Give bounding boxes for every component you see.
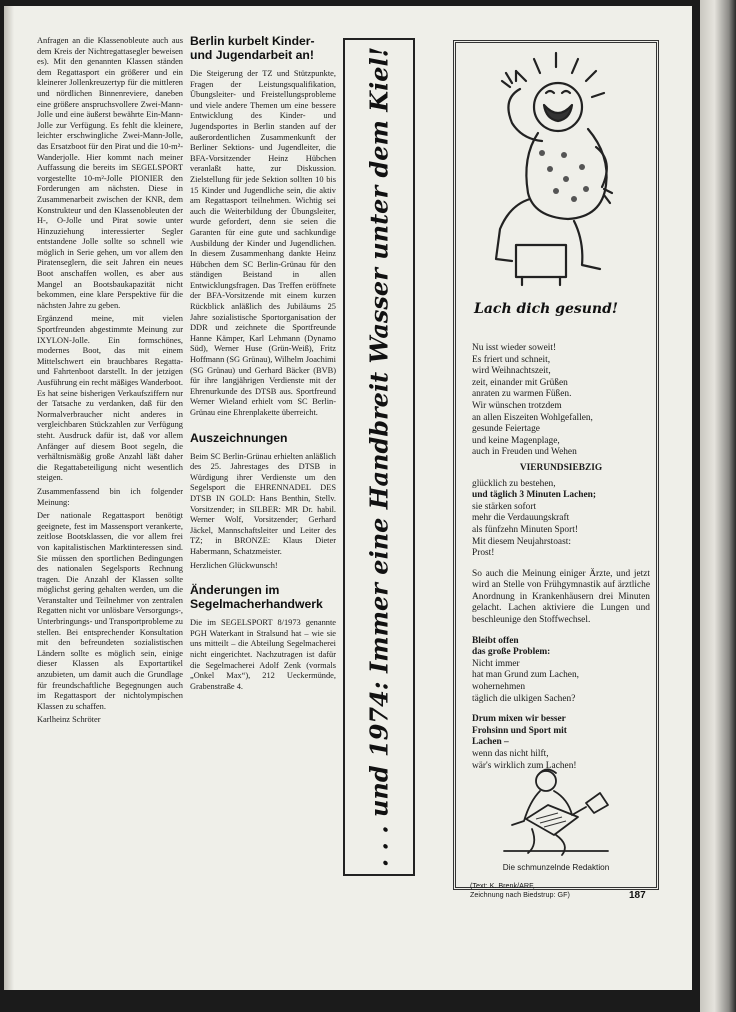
- column-middle: [190, 34, 336, 695]
- paragraph: Die Steigerung der TZ und Stützpunkte, Fragen der Leistungsqualifikation, Übungsleiter- und Freistellungsprobleme und viele andere Themen um eine bessere Entwicklung des Kinder- und Jugendsportes in Berlin standen auf der außerordentlichen Zusammenkunft der Berliner Sektions- und Jugendleiter, die BFA-Vorsitzender Heinz Hübchen veranlaßt hatte, zur Diskussion. Zielstellung für jede Sektion sollten 10 bis 15 Kinder und Jugendliche sein, die aktiv am Regattasport teilnehmen. Wichtig sei auch die Weiterbildung der Übungsleiter, wurde gefordert, denn sie seien die Garanten für eine gute und sachkundige Ausbildung der Kinder und Jugendlichen. In diesem Zusammenhang dankte Heinz Hübchen dem SC Berlin-Grünau für den ständigen Beistand in allen Entwicklungsfragen. Das Treffen eröffnete der BFA-Vorsitzende mit einem kurzen Rückblick anläßlich des Jubiläums 25 Jahre sozialistische Sportorganisation der DDR und zeichnete die Sportfreunde Hanne Kämper, Karl Lehmann (Dynamo Süd), Werner Huse (Grün-Weiß), Fritz Hoffmann (SG Grünau), Wilhelm Joachimi (SG Grünau) und Gerhard Bäcker (BVB) für ihre langjährigen Verdienste mit der Ehrenurkunde des DTSB aus. Sportfreund Werner Wieland erhielt vom SC Berlin-Grünau eine Ehrenplakette überreicht.: [190, 69, 336, 417]
- paragraph: Beim SC Berlin-Grünau erhielten anläßlich des 25. Jahrestages des DTSB in Würdigung ihrer Verdienste um den Segelsport die EHRENNADEL DES DTSB IN GOLD: Hans Benthin, Stellv. Vorsitzender; in SILBER: MR Dr. habil. Werner Wolf, Vorsitzender; Gerhard Jäckel, Mannschaftsleiter und Leiter des TZ; in BRONZE: Klaus Dieter Habermann, Schatzmeister.: [190, 451, 336, 556]
- poem-paragraph: So auch die Meinung einiger Ärzte, und jetzt wird an Stelle von Frühgymnastik auf ärztliche Anordnung in Krankenhäusern drei Minuten gelacht. Lachen aktiviere die Lungen und beschleunige den Stoffwechsel.: [472, 568, 650, 626]
- poem-line: wenn das nicht hilft,: [472, 749, 549, 759]
- poem-line: Frohsinn und Sport mit: [472, 725, 567, 736]
- page-edge-shadow: [700, 0, 736, 1012]
- heading-segelmacher: Änderungen im Segelmacherhandwerk: [190, 583, 323, 612]
- poem-line: das große Problem:: [472, 647, 551, 658]
- poem-line: Drum mixen wir besser: [472, 714, 566, 725]
- poem-line: wohernehmen: [472, 682, 526, 693]
- poem-line: Bleibt offen: [472, 635, 519, 646]
- poem: [472, 343, 650, 772]
- poem-line: und täglich 3 Minuten Lachen;: [472, 490, 596, 501]
- paragraph: Die im SEGELSPORT 8/1973 genannte PGH Waterkant in Stralsund hat – wie sie uns mitteilt – die Abteilung Segelmacherei nicht eingerichtet. Nachzutragen ist dafür die Segelmacherei Adolf Zenk (vormals „Onkel Max“), 212 Ueckermünde, Grabenstraße 4.: [190, 618, 336, 691]
- poem-line: Mit diesem Neujahrstoast:: [472, 536, 571, 547]
- credit-source: [470, 881, 570, 899]
- paragraph: Ergänzend meine, mit vielen Sportfreunden abgestimmte Meinung zur IXYLON-Jolle. Ein formschönes, modernes Boot, das mit einem Mittelschwert ein brauchbares Regatta- und Fahrtenboot darstellt. In der jetzigen Ausführung ein recht mäßiges Wanderboot. Es hat seine bisherigen Verkaufsziffern nur der Tatsache zu verdanken, daß für den Normalverbraucher nicht anderes in vergleichbaren Stückzahlen zur Verfügung steht. Ausdruck dafür ist, daß vor allem Anfänger auf diesem Boot segeln, die verhältnismäßig große Anzahl läßt daher die Regattabeteiligung nicht wesentlich steigen.: [37, 314, 183, 483]
- credit-line: (Text: K. Brenk/ARF,: [470, 881, 535, 890]
- paragraph: Anfragen an die Klassenobleute auch aus dem Kreis der Nichtregattasegler beweisen es). Mit den genannten Klassen ständen dem Regattasport ein größerer und ein kleinerer Jollenkreuzertyp für die mittleren und nördlichen Binnenreviere, daneben eine größere anspruchsvollere Zwei-Mann-Jolle und eine äußerst bewährte Ein-Mann-Jolle zur Verfügung. Es fehlt die kleinere, leichter erschwingliche Zwei-Mann-Jolle, das Ersatzboot für den Pirat und die 10-m²-Wanderjolle. Hier kommt nach meiner Auffassung die bereits im SEGELSPORT vorgestellte 10-m²-Jolle PIONIER den Forderungen am nächsten. Diese in Zusammenarbeit zwischen der KNR, dem Konstrukteur und den Klassenobleuten der H-, O-Jolle und Pirat sowie unter Hinzuziehung interessierter Segler entstandene Jolle sollte so schnell wie möglich in Serie gehen, um vor allem den Piratenseglern, die seit Jahren ein neues Boot anschaffen wollen, es aber aus Mangel an Bootsbaukapazität nicht bekommen, eine klare Perspektive für die nächsten Jahre zu geben.: [37, 36, 183, 310]
- credit-editorial: Die schmunzelnde Redaktion: [502, 863, 610, 872]
- poem-line: Prost!: [472, 548, 495, 559]
- poem-line: sie stärken sofort: [472, 501, 537, 512]
- laughing-man-illustration: [486, 49, 626, 287]
- poem-line: wär's wirklich zum Lachen!: [472, 760, 577, 771]
- poem-line: glücklich zu bestehen,: [472, 478, 556, 489]
- poem-line: Lachen –: [472, 737, 509, 748]
- poem-line: anraten zu warmen Füßen.: [472, 389, 572, 400]
- paragraph: Zusammenfassend bin ich folgender Meinung:: [37, 486, 183, 507]
- heading-berlin: Berlin kurbelt Kinder- und Jugendarbeit an!: [190, 34, 315, 62]
- poem-line: als fünfzehn Minuten Sport!: [472, 524, 578, 535]
- poem-line: zeit, einander mit Grüßen: [472, 377, 568, 388]
- poem-line: Nu isst wieder soweit!: [472, 343, 557, 353]
- poem-line: Es friert und schneit,: [472, 354, 551, 365]
- binding-shadow: [4, 6, 14, 990]
- paragraph: Herzlichen Glückwunsch!: [190, 560, 278, 570]
- poem-line: und keine Magenplage,: [472, 435, 560, 446]
- page-number: 187: [629, 890, 646, 901]
- heading-auszeichnungen: Auszeichnungen: [190, 430, 288, 445]
- poem-line: mehr die Verdauungskraft: [472, 513, 570, 524]
- poem-centered: VIERUNDSIEBZIG: [519, 462, 603, 473]
- box-title: Lach dich gesund!: [474, 301, 619, 317]
- poem-line: Wir wünschen trotzdem: [472, 400, 562, 411]
- magazine-page: [4, 6, 692, 990]
- poem-line: hat man Grund zum Lachen,: [472, 670, 579, 681]
- poem-line: Nicht immer: [472, 658, 520, 669]
- poem-line: täglich die ulkigen Sachen?: [472, 693, 576, 704]
- poem-line: wird Weihnachtszeit,: [472, 366, 551, 377]
- paragraph: Der nationale Regattasport benötigt geeignete, fest im Massensport verankerte, zeitlose Bootsklassen, die vor allem frei von kapitalistischen Marktinteressen sind. Sie müssen den sportlichen Bedingungen des nationalen Segelsports Rechnung tragen. Die Anzahl der Klassen sollte möglichst gering gehalten werden, um die Veranstalter und Teilnehmer von zentralen Regatten nicht vor unlösbare Versorgungs-, Unterbringungs- und Transportprobleme zu stellen. Bei entsprechender Konsultation mit den befreundeten sozialistischen Ländern sollte es möglich sein, einige dieser Klassen als Exportartikel anzubieten, um damit auch die Grundlage für freundschaftliche Begegnungen auch im Regattasport der nichtolympischen Klassen zu schaffen.: [37, 511, 183, 711]
- column-left: [37, 36, 183, 729]
- poem-line: an allen Eiszeiten Wohlgefallen,: [472, 412, 593, 423]
- banner-text: . . . und 1974: Immer eine Handbreit Wasser unter dem Kiel!: [364, 46, 394, 868]
- author-signature: Karlheinz Schröter: [37, 715, 101, 725]
- vertical-banner: [343, 38, 415, 876]
- poem-line: auch in Freuden und Wehen: [472, 447, 577, 458]
- credit-line: Zeichnung nach Biedstrup: GF): [470, 890, 570, 899]
- reading-man-illustration: [496, 759, 616, 859]
- poem-line: gesunde Feiertage: [472, 424, 540, 435]
